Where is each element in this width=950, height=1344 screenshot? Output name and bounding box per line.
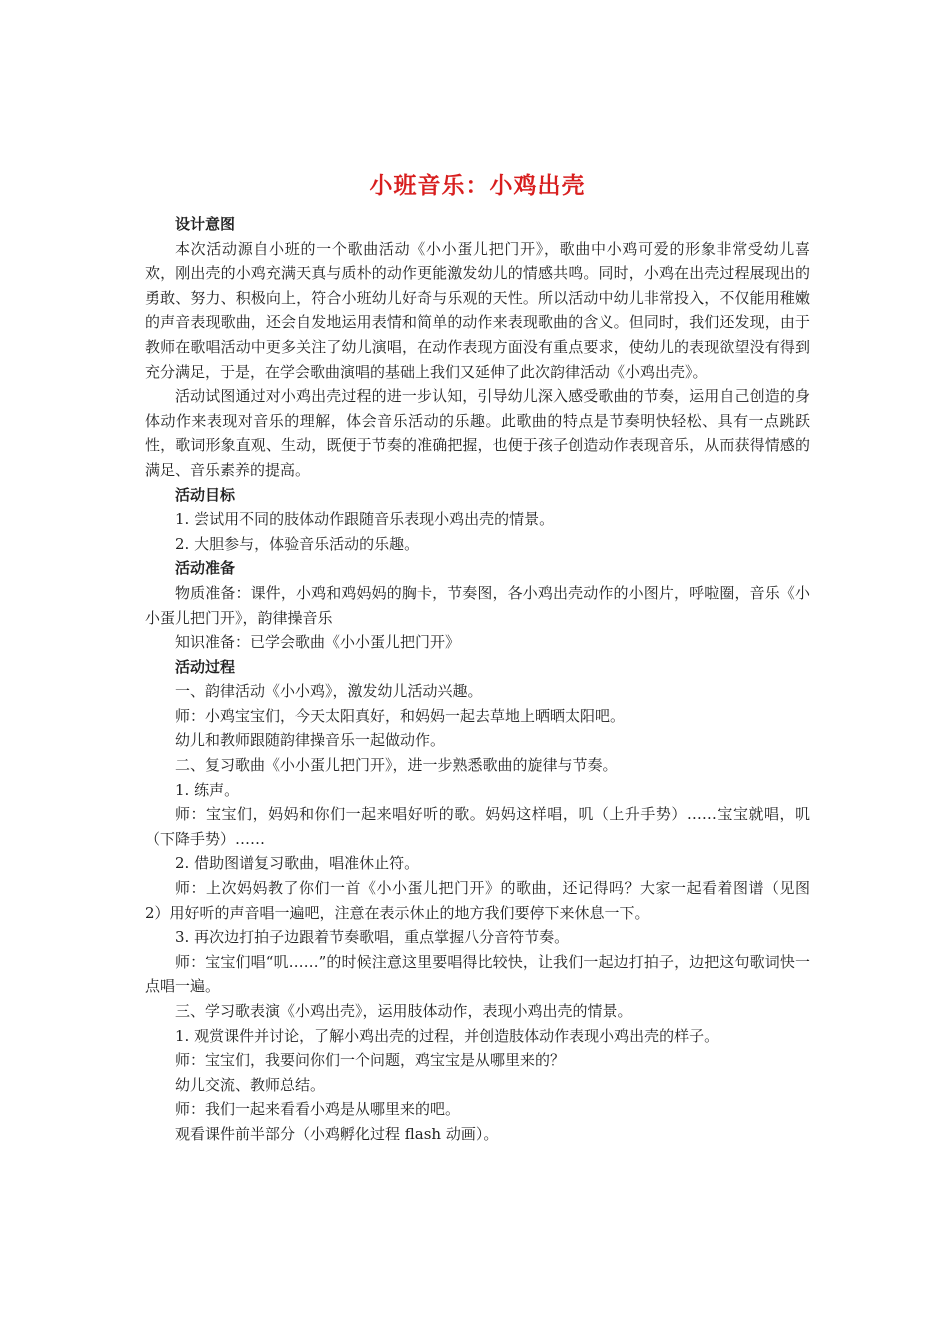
paragraph: 1. 练声。 — [175, 780, 240, 799]
document-body — [145, 212, 810, 1147]
paragraph: 观看课件前半部分（小鸡孵化过程 flash 动画）。 — [175, 1124, 499, 1143]
section-heading: 设计意图 — [175, 215, 236, 233]
section-heading: 活动过程 — [175, 657, 236, 676]
section-heading: 活动准备 — [175, 559, 236, 578]
paragraph: 二、复习歌曲《小小蛋儿把门开》，进一步熟悉歌曲的旋律与节奏。 — [175, 756, 618, 775]
paragraph: 一、韵律活动《小小鸡》，激发幼儿活动兴趣。 — [175, 682, 483, 701]
paragraph: 知识准备：已学会歌曲《小小蛋儿把门开》 — [175, 633, 461, 652]
paragraph: 师：上次妈妈教了你们一首《小小蛋儿把门开》的歌曲，还记得吗？大家一起看着图谱（见图 2）用好听的声音唱一遍吧，注意在表示休止的地方我们要停下来休息一下。 — [145, 879, 810, 922]
paragraph: 师：宝宝们，妈妈和你们一起来唱好听的歌。妈妈这样唱，叽（上升手势）……宝宝就唱，叽（下降手势）…… — [145, 805, 810, 848]
paragraph: 1. 尝试用不同的肢体动作跟随音乐表现小鸡出壳的情景。 — [175, 510, 555, 529]
paragraph: 师：宝宝们，我要问你们一个问题，鸡宝宝是从哪里来的？ — [175, 1051, 566, 1070]
paragraph: 1. 观赏课件并讨论，了解小鸡出壳的过程，并创造肢体动作表现小鸡出壳的样子。 — [175, 1026, 720, 1045]
paragraph: 幼儿和教师跟随韵律操音乐一起做动作。 — [175, 731, 446, 750]
paragraph: 三、学习歌表演《小鸡出壳》，运用肢体动作，表现小鸡出壳的情景。 — [175, 1002, 633, 1020]
paragraph: 3. 再次边打拍子边跟着节奏歌唱，重点掌握八分音符节奏。 — [175, 928, 570, 947]
document-page — [145, 170, 810, 1147]
paragraph: 2. 借助图谱复习歌曲，唱准休止符。 — [175, 854, 420, 873]
paragraph: 本次活动源自小班的一个歌曲活动《小小蛋儿把门开》，歌曲中小鸡可爱的形象非常受幼儿喜欢，刚出壳的小鸡充满天真与质朴的动作更能激发幼儿的情感共鸣。同时，小鸡在出壳过程展现出的勇敢、努力、积极向上，符合小班幼儿好奇与乐观的天性。所以活动中幼儿非常投入，不仅能用稚嫩的声音表现歌曲，还会自发地运用表情和简单的动作来表现歌曲的含义。但同时，我们还发现，由于教师在歌唱活动中更多关注了幼儿演唱，在动作表现方面没有重点要求，使幼儿的表现欲望没有得到充分满足，于是，在学会歌曲演唱的基础上我们又延伸了此次韵律活动《小鸡出壳》。 — [145, 239, 810, 381]
document-title: 小班音乐：小鸡出壳 — [369, 172, 586, 199]
paragraph: 2. 大胆参与，体验音乐活动的乐趣。 — [175, 534, 420, 553]
paragraph: 师：小鸡宝宝们，今天太阳真好，和妈妈一起去草地上晒晒太阳吧。 — [175, 706, 626, 725]
paragraph: 活动试图通过对小鸡出壳过程的进一步认知，引导幼儿深入感受歌曲的节奏，运用自己创造的身体动作来表现对音乐的理解，体会音乐活动的乐趣。此歌曲的特点是节奏明快轻松、具有一点跳跃性，歌词形象直观、生动，既便于节奏的准确把握，也便于孩子创造动作表现音乐，从而获得情感的满足、音乐素养的提高。 — [145, 387, 810, 479]
paragraph: 师：宝宝们唱“叽……”的时候注意这里要唱得比较快，让我们一起边打拍子，边把这句歌词快一点唱一遍。 — [145, 952, 810, 996]
paragraph: 师：我们一起来看看小鸡是从哪里来的吧。 — [175, 1100, 461, 1119]
paragraph: 幼儿交流、教师总结。 — [175, 1075, 326, 1094]
paragraph: 物质准备：课件，小鸡和鸡妈妈的胸卡，节奏图，各小鸡出壳动作的小图片，呼啦圈，音乐《小小蛋儿把门开》，韵律操音乐 — [145, 583, 810, 627]
section-heading: 活动目标 — [175, 485, 236, 504]
